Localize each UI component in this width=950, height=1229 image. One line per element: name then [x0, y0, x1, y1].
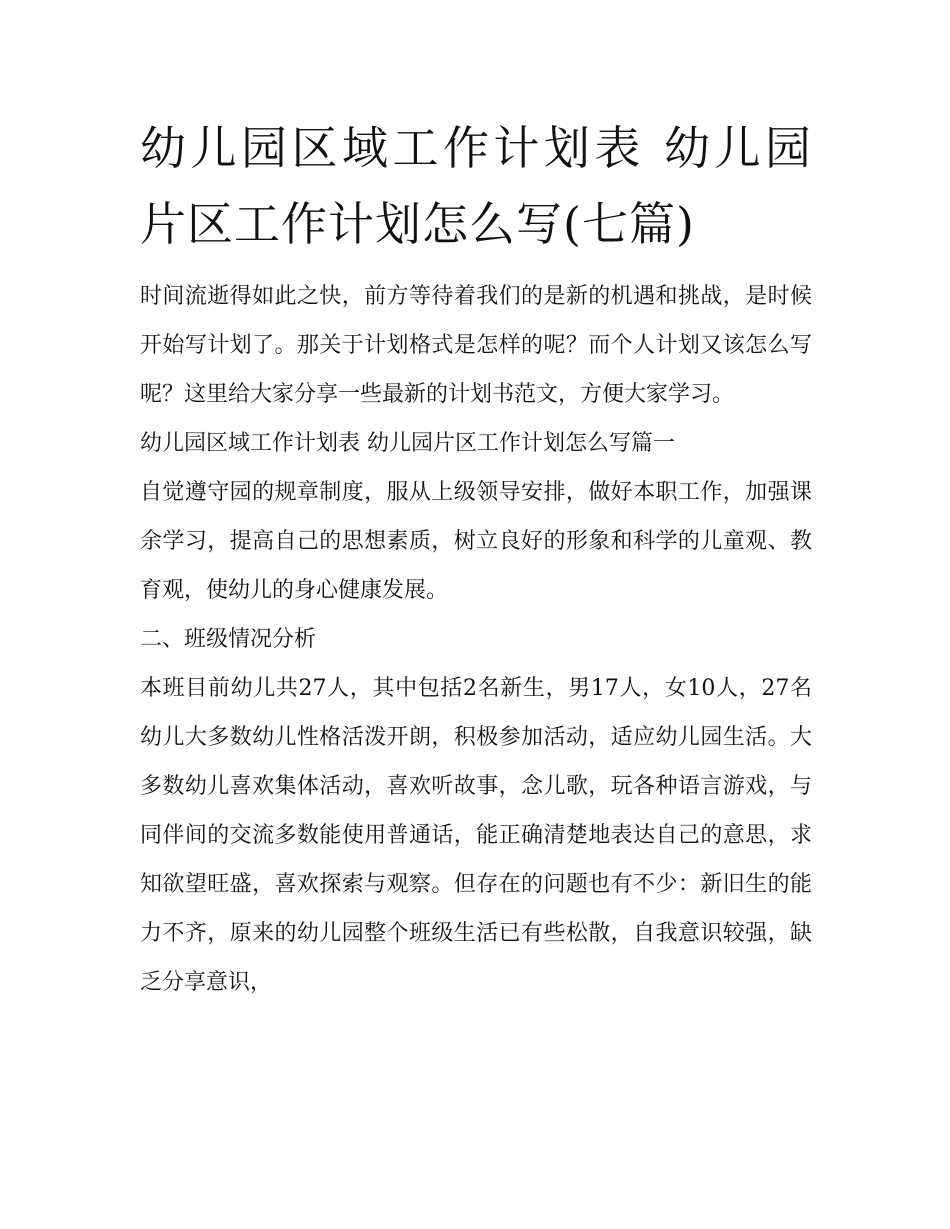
- intro-paragraph: 时间流逝得如此之快，前方等待着我们的是新的机遇和挑战，是时候开始写计划了。那关于计划格式是怎样的呢？而个人计划又该怎么写呢？这里给大家分享一些最新的计划书范文，方便大家学习。: [140, 284, 812, 407]
- document-title: 幼儿园区域工作计划表 幼儿园片区工作计划怎么写(七篇): [140, 121, 812, 251]
- paragraph-2: 本班目前幼儿共27人，其中包括2名新生，男17人，女10人，27名幼儿大多数幼儿性格活泼开朗，积极参加活动，适应幼儿园生活。大多数幼儿喜欢集体活动，喜欢听故事，念儿歌，玩各种语言游戏，与同伴间的交流多数能使用普通话，能正确清楚地表达自己的意思，求知欲望旺盛，喜欢探索与观察。但存在的问题也有不少：新旧生的能力不齐，原来的幼儿园整个班级生活已有些松散，自我意识较强，缺乏分享意识，: [140, 676, 812, 995]
- document-body: [140, 272, 812, 1007]
- paragraph-1: 自觉遵守园的规章制度，服从上级领导安排，做好本职工作，加强课余学习，提高自己的思想素质，树立良好的形象和科学的儿童观、教育观，使幼儿的身心健康发展。: [140, 480, 812, 603]
- subheading-class-analysis: 二、班级情况分析: [140, 627, 317, 652]
- document-page: [140, 110, 812, 1007]
- section-heading: 幼儿园区域工作计划表 幼儿园片区工作计划怎么写篇一: [140, 431, 675, 456]
